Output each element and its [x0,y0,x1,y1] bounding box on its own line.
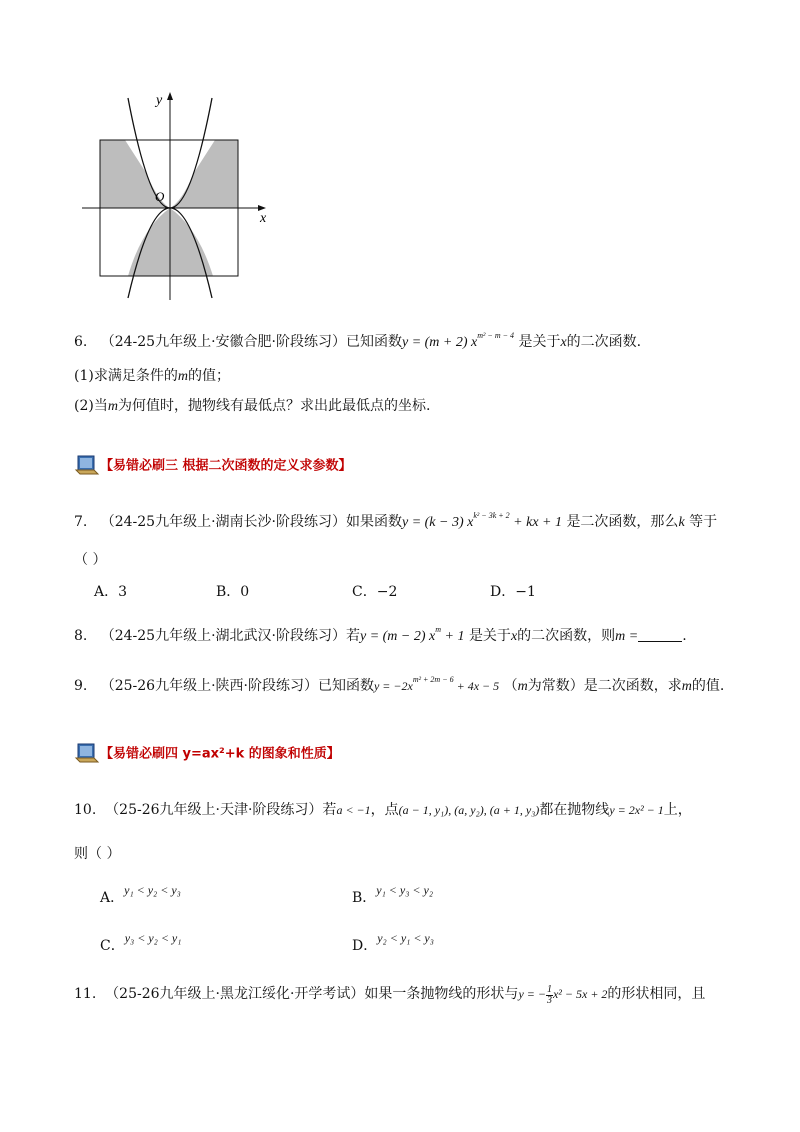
formula: y = (k − 3) $x^{k^2 - 3k + 2}$ + kx + 1 [401,511,562,530]
section-title: 【易错必刷三 根据二次函数的定义求参数】 [100,458,352,474]
option-c[interactable]: C．y₃ < y₂ < y₁ [100,931,182,954]
option-a[interactable]: A．y₁ < y₂ < y₃ [100,883,181,906]
section-header-3 [74,454,352,476]
section-title: 【易错必刷四 y=ax²+k 的图象和性质】 [100,746,340,762]
formula: y = (m − 2) $x^m + 1$ [359,625,465,644]
question-8: 8. （24-25九年级上·湖北武汉·阶段练习）若y = (m − 2) $x^m + 1$ 是关于x的二次函数，则m = . [74,625,687,644]
option-d[interactable]: D．y₂ < y₁ < y₃ [352,931,434,954]
answer-blank[interactable] [638,627,682,642]
option-d[interactable]: D．−1 [490,584,536,600]
question-source: （24-25九年级上·安徽合肥·阶段练习）已知函数 [100,334,402,350]
question-10-then: 则（ ） [74,846,121,862]
question-7: 7. （24-25九年级上·湖南长沙·阶段练习）如果函数y = (k − 3) $x^{k^2 - 3k + 2}$ + kx + 1 是二次函数，那么k 等于 [74,511,718,530]
option-c[interactable]: C．−2 [352,584,398,600]
question-11: 11. （25-26九年级上·黑龙江绥化·开学考试）如果一条抛物线的形状与y = − $\frac{1}{3}$ x² − 5x + 2的形状相同，且 [74,983,706,1006]
question-number: 6. [74,334,88,350]
question-6-part-2: (2)当m为何值时，抛物线有最低点？求出此最低点的坐标. [74,398,431,414]
option-a[interactable]: A．3 [94,584,128,600]
option-b[interactable]: B．0 [216,584,250,600]
question-7-paren: （ ） [74,552,107,568]
y-axis-label: y [156,93,163,108]
question-10: 10. （25-26九年级上·天津·阶段练习）若a < −1，点(a − 1, y₁), (a, y₂), (a + 1, y₃)都在抛物线y = 2x² − 1上， [74,802,692,818]
book-icon [74,454,100,476]
section-header-4 [74,742,340,764]
formula: y = (m + 2) $x^{m^2 - m - 4}$ [401,331,514,350]
formula: y = − $\frac{1}{3}$ x² − 5x + 2 [518,983,608,1006]
book-icon [74,742,100,764]
option-b[interactable]: B．y₁ < y₃ < y₂ [352,883,433,906]
x-axis-label: x [260,211,267,226]
question-6: 6. （24-25九年级上·安徽合肥·阶段练习）已知函数y = (m + 2) $x^{m^2 - m - 4}$ 是关于x的二次函数. [74,331,642,350]
question-9: 9. （25-26九年级上·陕西·阶段练习）已知函数$y = -2x^{m^2 + 2m - 6} + 4x - 5$ （m为常数）是二次函数，求m的值. [74,675,725,694]
parabola-figure [70,88,280,303]
origin-label: O [155,189,165,204]
formula: $y = -2x^{m^2 + 2m - 6} + 4x - 5$ [373,675,500,693]
question-6-part-1: (1)求满足条件的m的值； [74,368,230,384]
